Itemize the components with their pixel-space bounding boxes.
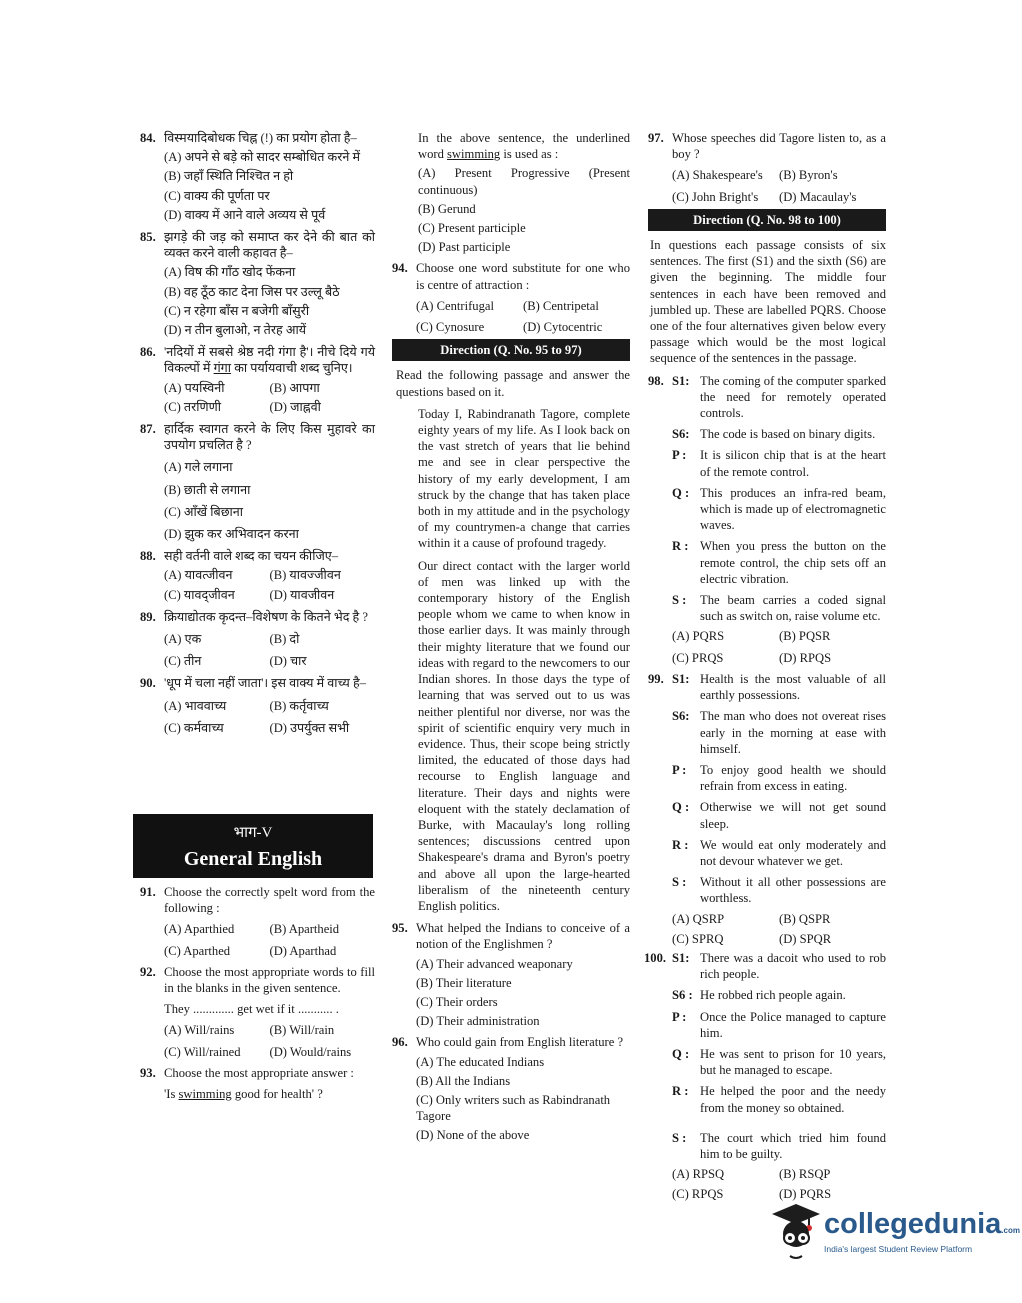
sentence-text: The coming of the computer sparked the need for remotely operated controls.: [700, 373, 886, 421]
option: (C) Present participle: [418, 221, 526, 236]
sentence-list: [672, 950, 886, 1116]
option: (C) वाक्य की पूर्णता पर: [164, 188, 270, 203]
question-88: 88. सही वर्तनी वाले शब्द का चयन कीजिए–: [140, 549, 339, 564]
sentence-label: Q :: [672, 800, 690, 815]
direction-banner-98-100: Direction (Q. No. 98 to 100): [648, 209, 886, 231]
question-84: 84. विस्मयादिबोधक चिह्न (!) का प्रयोग होता है–: [140, 131, 357, 145]
option: (A) अपने से बड़े को सादर सम्बोधित करने में: [164, 150, 361, 165]
option-row: (A) पयस्विनी (B) आपगा: [164, 380, 320, 395]
option-row: (C) तीन (D) चार: [164, 654, 307, 669]
question-96: 96. Who could gain from English literature ?: [392, 1035, 624, 1050]
option: (D) None of the above: [416, 1128, 530, 1143]
option-row: (A) Centrifugal (B) Centripetal: [416, 298, 599, 313]
sentence-text: It is silicon chip that is at the heart of the remote control.: [700, 448, 886, 479]
option: (A) Their advanced weaponary: [416, 956, 573, 971]
logo-wordmark: collegedunia: [824, 1208, 1002, 1240]
option-row: (A) Shakespeare's (B) Byron's: [672, 168, 838, 183]
question-89: 89. क्रियाद्योतक कृदन्त–विशेषण के कितने भेद है ?: [140, 609, 368, 624]
sentence-label: P :: [672, 448, 687, 463]
direction-banner-95-97: Direction (Q. No. 95 to 97): [392, 339, 630, 361]
sentence-text: Once the Police managed to capture him.: [700, 1009, 886, 1040]
option-row: (A) QSRP (B) QSPR: [672, 911, 831, 926]
sentence-text: He helped the poor and the needy from the money so obtained.: [700, 1084, 886, 1115]
sentence-row: [672, 373, 886, 422]
sentence-row: [672, 426, 886, 442]
sentence-label: S1:: [672, 373, 690, 388]
sentence-text: Health is the most valuable of all earthly possessions.: [700, 671, 886, 703]
option: (A) Present Progressive (Present continuous): [418, 166, 630, 197]
sentence-list: [672, 671, 886, 907]
option: (D) Past participle: [418, 240, 511, 255]
sentence-text: This produces an infra-red beam, which is made up of electromagnetic waves.: [700, 485, 886, 533]
option: (A) गले लगाना: [164, 460, 233, 475]
sentence-label: R :: [672, 1084, 689, 1099]
sentence-row: [672, 1009, 886, 1041]
question-95: 95. What helped the Indians to conceive of a notion of the Englishmen ?: [392, 921, 630, 952]
option-row: (C) Will/rained (D) Would/rains: [164, 1044, 352, 1059]
option-row: (C) यावद्जीवन (D) यावजीवन: [164, 587, 335, 602]
option-row: (C) कर्मवाच्य (D) उपर्युक्त सभी: [164, 720, 350, 735]
option-row: (C) Cynosure (D) Cytocentric: [416, 320, 603, 335]
question-93-continued: In the above sentence, the underlined word swimming is used as :: [418, 131, 630, 162]
sentence-text: The code is based on binary digits.: [700, 427, 876, 442]
passage-paragraph: Today I, Rabindranath Tagore, complete eighty years of my life. As I look back on the vast stretch of years that lie behind me and see in clear perspective the history of my early development, I am struck by the change that has taken place both in my attitude and in the psychology of my countrymen-a change that carries within it a cause of profound tragedy.: [418, 406, 630, 551]
sentence-label: P :: [672, 762, 687, 777]
question-97: 97. Whose speeches did Tagore listen to, as a boy ?: [648, 131, 886, 162]
option-row: (A) एक (B) दो: [164, 632, 300, 647]
option: (D) Their administration: [416, 1014, 540, 1029]
sentence-row: [672, 1083, 886, 1115]
question-85: 85. झगड़े की जड़ को समाप्त कर देने की बात को व्यक्त करने वाली कहावत है–: [140, 230, 375, 261]
question-99: 99. S1: Health is the most valuable of all earthly possessions. S6: The man who does not overeat rises early in the morning at ease with himself. P : To enjoy good health we should refrain from excess in eating. Q : Otherwise we will not get sound sleep. R : We would eat only moderately and not devour whatever we get. S : Without it all other possessions are worthless.: [648, 671, 886, 906]
sentence-row: [672, 671, 886, 703]
sentence-text: There was a dacoit who used to rob rich people.: [700, 950, 886, 982]
fill-blank-sentence: They ............. get wet if it ........... .: [164, 1002, 339, 1017]
sentence-label: S6:: [672, 709, 690, 724]
option: (C) आँखें बिछाना: [164, 504, 244, 519]
sentence-label: S :: [672, 593, 687, 608]
sentence-text: He robbed rich people again.: [700, 988, 846, 1003]
option-row: (C) PRQS (D) RPQS: [672, 650, 832, 665]
sentence-label: Q :: [672, 485, 690, 500]
option-row: (A) Will/rains (B) Will/rain: [164, 1023, 335, 1038]
sentence-row: [672, 1046, 886, 1078]
question-86: 86. 'नदियों में सबसे श्रेष्ठ नदी गंगा है'। नीचे दिये गये विकल्पों में गंगा का पर्यायवाची शब्द चुनिए।: [140, 345, 375, 376]
sentence-text: We would eat only moderately and not devour whatever we get.: [700, 837, 886, 868]
question-90: 90. 'धूप में चला नहीं जाता'। इस वाक्य में वाच्य है–: [140, 676, 366, 691]
passage-paragraph: Our direct contact with the larger world of men was linked up with the contemporary history of the English people whom we came to when know in those earlier days. It was mainly through their mighty literature that we found our ideas with regard to the newcomers to our Indian shores. In those days the type of learning that was served out to us was neither plentiful nor diverse, nor was the spirit of scientific enquiry very much in evidence. Thus, their scope being strictly limited, the educated of those days had recourse to English language and literature. Their days and nights were eloquent with the stately declamation of Burke, with Macaulay's long rolling sentences; discussions centred upon Shakespeare's drama and Byron's poetry and above all upon the large-hearted liberalism of the nineteenth century English politics.: [418, 558, 630, 913]
option-row: (A) यावत्जीवन (B) यावज्जीवन: [164, 568, 341, 583]
sentence-text: When you press the button on the remote control, the chip sets off an electric vibration.: [700, 539, 886, 586]
sentence-label: Q :: [672, 1046, 690, 1061]
sentence-row: [672, 762, 886, 794]
question-91: 91. Choose the correctly spelt word from the following :: [140, 885, 375, 916]
sentence-row: [672, 592, 886, 624]
option: (B) Gerund: [418, 201, 476, 216]
option: (D) न तीन बुलाओ, न तेरह आयें: [164, 323, 306, 338]
option-row: (C) SPRQ (D) SPQR: [672, 931, 832, 946]
logo-com: .com: [1001, 1226, 1020, 1235]
sentence-row: [672, 538, 886, 587]
question-93: 93. Choose the most appropriate answer :: [140, 1065, 354, 1080]
sentence-label: S6 :: [672, 988, 693, 1003]
option: (C) Their orders: [416, 994, 498, 1009]
column-3: [644, 130, 886, 1203]
sentence-text: Without it all other possessions are worthless.: [700, 875, 886, 906]
sentence-row: [672, 874, 886, 906]
option-row: (C) John Bright's (D) Macaulay's: [672, 189, 857, 204]
column-2: [392, 130, 630, 1144]
sentence-row: S : The court which tried him found him to be guilty.: [672, 1130, 886, 1161]
sentence-label: R :: [672, 837, 689, 852]
option: (B) वह ठूँठ काट देना जिस पर उल्लू बैठे: [164, 284, 340, 299]
option-row: (A) Aparthied (B) Apartheid: [164, 922, 340, 937]
sentence-text: The man who does not overeat rises early in the morning at ease with himself.: [700, 709, 886, 756]
option: (A) The educated Indians: [416, 1054, 545, 1069]
collegedunia-logo: [766, 1198, 1020, 1264]
sentence-label: P :: [672, 1009, 687, 1024]
option-row: (A) PQRS (B) PQSR: [672, 629, 831, 644]
option: (B) All the Indians: [416, 1073, 511, 1088]
option: (C) Only writers such as Rabindranath Tagore: [416, 1092, 611, 1124]
sentence-text: The beam carries a coded signal such as switch on, raise volume etc.: [700, 593, 886, 624]
sentence-row: [672, 485, 886, 534]
sentence-label: R :: [672, 539, 689, 554]
section-header-general-english: भाग-V General English: [133, 814, 373, 878]
option-row: (A) भाववाच्य (B) कर्तृवाच्य: [164, 698, 329, 713]
column-1: [140, 130, 375, 736]
option-row: (C) Aparthed (D) Aparthad: [164, 943, 337, 958]
question-92: 92. Choose the most appropriate words to fill in the blanks in the given sentence.: [140, 964, 375, 996]
option: (B) छाती से लगाना: [164, 482, 251, 497]
option-row: (C) RPQS (D) PQRS: [672, 1187, 832, 1202]
question-100: 100. S1: There was a dacoit who used to rob rich people. S6 : He robbed rich people again. P : Once the Police managed to capture him. Q : He was sent to prison for 10 years, but he managed to escape. R : He helped the poor and the needy from the money so obtained. S : The court which tried him found him to be guilty.: [644, 950, 886, 1161]
question-93-sentence: 'Is swimming good for health' ?: [164, 1087, 323, 1102]
sentence-row: [672, 799, 886, 831]
sentence-row: [672, 987, 886, 1003]
option-row: (C) तरणिणी (D) जाह्नवी: [164, 399, 321, 414]
sentence-label: S :: [672, 875, 687, 890]
option-row: (A) RPSQ (B) RSQP: [672, 1167, 831, 1182]
direction-text: In questions each passage consists of six sentences. The first (S1) and the sixth (S6) are given the beginning. The middle four sentences in each have been removed and jumbled up. These are labelled PQRS. Choose one of the four alternatives given below every passage which would be the most logical sequence of the sentences in the passage.: [650, 238, 886, 366]
column-1-english: [140, 884, 375, 1102]
sentence-text: To enjoy good health we should refrain from excess in eating.: [700, 762, 886, 794]
option: (C) न रहेगा बाँस न बजेगी बाँसुरी: [164, 303, 310, 318]
question-87: 87. हार्दिक स्वागत करने के लिए किस मुहावरे का उपयोग प्रचलित है ?: [140, 422, 375, 453]
sentence-list: [672, 373, 886, 625]
graduate-mascot-icon: [766, 1198, 824, 1264]
sentence-row: [672, 708, 886, 757]
sentence-label: S6:: [672, 427, 690, 442]
option: (B) जहाँ स्थिति निश्चित न हो: [164, 169, 294, 184]
sentence-row: [672, 447, 886, 479]
option: (D) झुक कर अभिवादन करना: [164, 527, 299, 542]
sentence-text: Otherwise we will not get sound sleep.: [700, 800, 886, 831]
sentence-text: He was sent to prison for 10 years, but he managed to escape.: [700, 1046, 886, 1078]
question-98: 98. S1: The coming of the computer sparked the need for remotely operated controls. S6: The code is based on binary digits. P : It is silicon chip that is at the heart of the remote control. Q : This produces an infra-red beam, which is made up of electromagnetic waves. R : When you press the button on the remote control, the chip sets off an electric vibration. S : The beam carries a coded signal such as switch on, raise volume etc.: [648, 373, 886, 624]
option: (A) विष की गाँठ खोद फेंकना: [164, 265, 296, 280]
sentence-row: [672, 837, 886, 869]
question-94: 94. Choose one word substitute for one who is centre of attraction :: [392, 261, 630, 292]
sentence-label: S1:: [672, 671, 690, 686]
sentence-row: [672, 950, 886, 982]
logo-tagline: India's largest Student Review Platform: [824, 1244, 973, 1254]
sentence-label: S1:: [672, 950, 690, 965]
option: (D) वाक्य में आने वाले अव्यय से पूर्व: [164, 207, 326, 222]
option: (B) Their literature: [416, 975, 512, 990]
direction-text: Read the following passage and answer the questions based on it.: [396, 368, 630, 399]
